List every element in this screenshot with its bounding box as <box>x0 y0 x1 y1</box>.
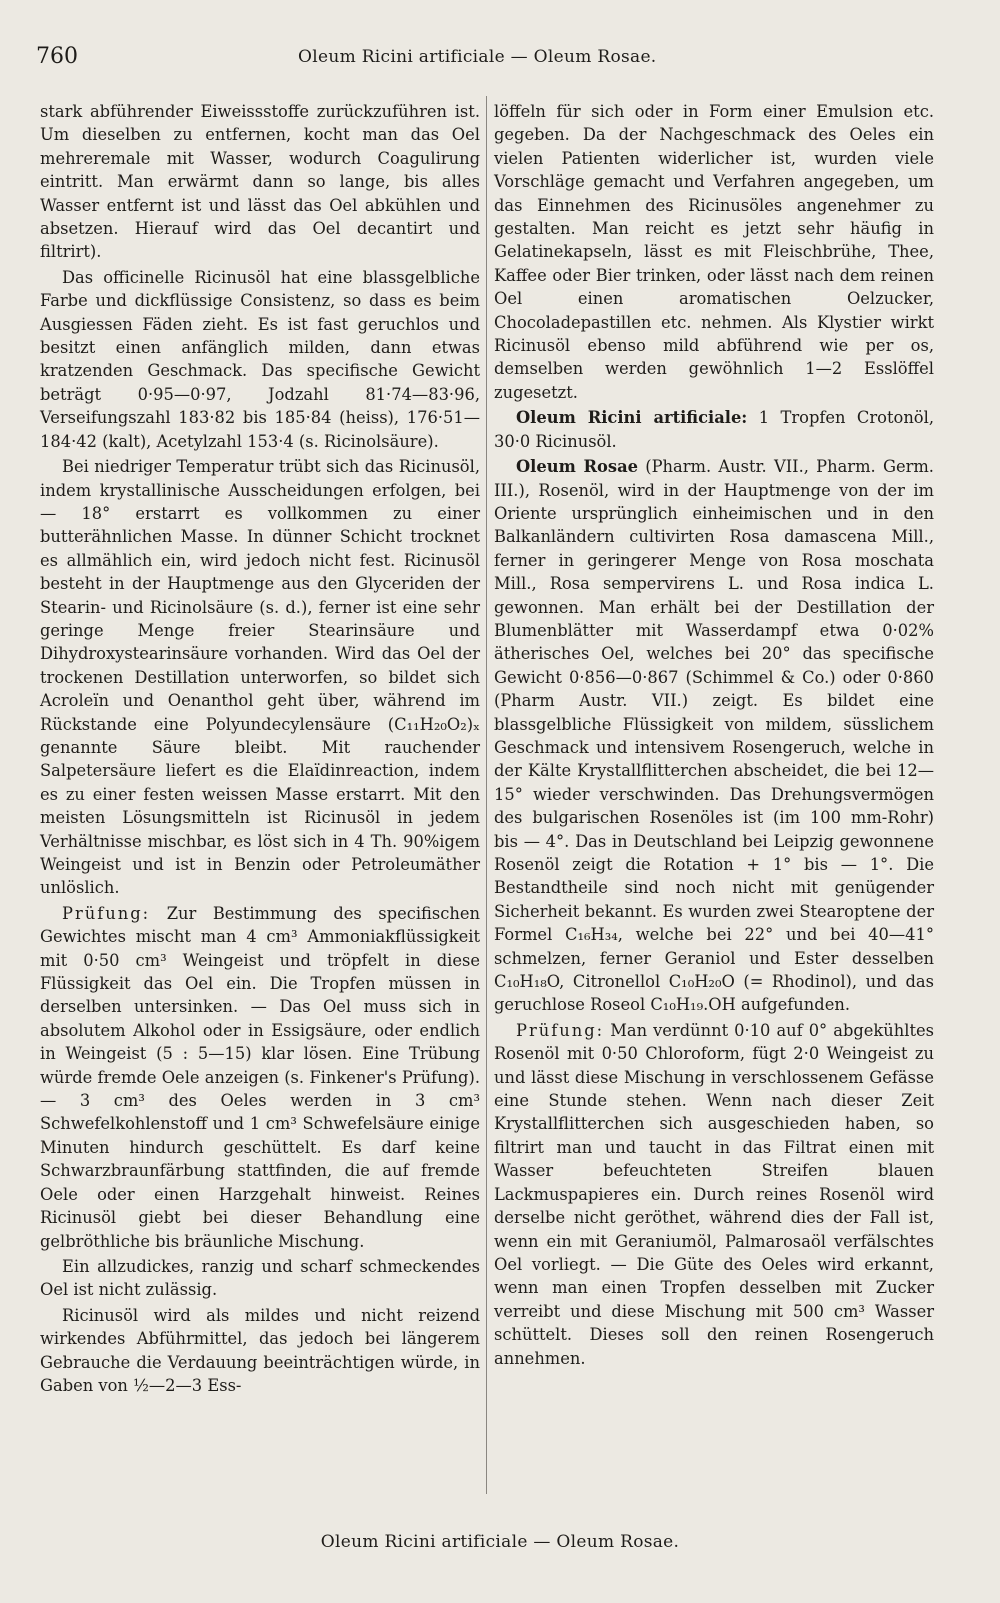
column-divider <box>486 96 487 1494</box>
left-column <box>40 100 480 1399</box>
right-column <box>494 100 934 1372</box>
entry-text: (Pharm. Austr. VII., Pharm. Germ. III.), Rosenöl, wird in der Hauptmenge von der im Oriente ursprünglich einheimischen und in den Balkanländern cultivirten Rosa damascena Mill., ferner in geringerer Menge von Rosa moschata Mill., Rosa sempervirens L. und Rosa indica L. gewonnen. Man erhält bei der Destillation der Blumenblätter mit Wasserdampf etwa 0·02% ätherisches Oel, welches bei 20° das specifische Gewicht 0·856—0·867 (Schimmel & Co.) oder 0·860 (Pharm Austr. VII.) zeigt. Es bildet eine blassgelbliche Flüssigkeit von mildem, süsslichem Geschmack und intensivem Rosengeruch, welche in der Kälte Krystallflitterchen abscheidet, die bei 12—15° wieder verschwinden. Das Drehungsvermögen des bulgarischen Rosenöles ist (im 100 mm-Rohr) bis — 4°. Das in Deutschland bei Leipzig gewonnene Rosenöl zeigt die Rotation + 1° bis — 1°. Die Bestandtheile sind noch nicht mit genügender Sicherheit bekannt. Es wurden zwei Stearoptene der Formel C₁₆H₃₄, welche bei 22° und bei 40—41° schmelzen, ferner Geraniol und Ester desselben C₁₀H₁₈O, Citronellol C₁₀H₂₀O (= Rhodinol), und das geruchlose Roseol C₁₀H₁₉.OH aufgefunden. <box>494 457 934 1015</box>
paragraph-pruefung-rosae <box>494 1019 934 1370</box>
pruefung-label: Prüfung: <box>516 1020 605 1040</box>
page-number: 760 <box>36 44 78 69</box>
page-footer: Oleum Ricini artificiale — Oleum Rosae. <box>320 1532 680 1552</box>
paragraph-continuation: stark abführender Eiweissstoffe zurückzuführen ist. Um dieselben zu entfernen, kocht man das Oel mehreremale mit Wasser, wodurch Coagulirung eintritt. Man erwärmt dann so lange, bis alles Wasser entfernt ist und lässt das Oel abkühlen und absetzen. Hierauf wird das Oel decantirt und filtrirt). <box>40 102 480 262</box>
paragraph-zulaessig: Ein allzudickes, ranzig und scharf schmeckendes Oel ist nicht zulässig. <box>40 1256 480 1300</box>
entry-text: 1 Tropfen Crotonöl, 30·0 Ricinusöl. <box>494 408 934 451</box>
entry-heading: Oleum Rosae <box>516 457 638 477</box>
entry-oleum-ricini-artificiale <box>494 406 934 453</box>
entry-heading: Oleum Ricini artificiale: <box>516 408 748 428</box>
paragraph-temperature: Bei niedriger Temperatur trübt sich das Ricinusöl, indem krystallinische Ausscheidungen erfolgen, bei — 18° erstarrt es vollkommen zu einer butterähnlichen Masse. In dünner Schicht trocknet es allmählich ein, wird jedoch nicht fest. Ricinusöl besteht in der Hauptmenge aus den Glyceriden der Stearin- und Ricinolsäure (s. d.), ferner ist eine sehr geringe Menge freier Stearinsäure und Dihydroxystearinsäure vorhanden. Wird das Oel der trockenen Destillation unterworfen, so bildet sich Acroleïn und Oenanthol geht über, während im Rückstande eine Polyundecylensäure (C₁₁H₂₀O₂)ₓ genannte Säure bleibt. Mit rauchender Salpetersäure liefert es die Elaïdinreaction, indem es zu einer festen weissen Masse erstarrt. Mit den meisten Lösungsmitteln ist Ricinusöl in jedem Verhältnisse mischbar, es löst sich in 4 Th. 90%igem Weingeist und ist in Benzin oder Petroleumäther unlöslich. <box>40 457 480 898</box>
pruefung-text: Zur Bestimmung des specifischen Gewichtes mischt man 4 cm³ Ammoniakflüssigkeit mit 0·50 cm³ Weingeist und tröpfelt in diese Flüssigkeit das Oel ein. Die Tropfen müssen in derselben untersinken. — Das Oel muss sich in absolutem Alkohol oder in Essigsäure, oder endlich in Weingeist (5 : 5—15) klar lösen. Eine Trübung würde fremde Oele anzeigen (s. Finkener's Prüfung). — 3 cm³ des Oeles werden in 3 cm³ Schwefelkohlenstoff und 1 cm³ Schwefelsäure einige Minuten hindurch geschüttelt. Es darf keine Schwarzbraunfärbung stattfinden, die auf fremde Oele oder einen Harzgehalt hinweist. Reines Ricinusöl giebt bei dieser Behandlung eine gelbröthliche bis bräunliche Mischung. <box>40 903 480 1251</box>
entry-oleum-rosae <box>494 455 934 1017</box>
running-title: Oleum Ricini artificiale — Oleum Rosae. <box>298 47 657 67</box>
paragraph-verwendung: Ricinusöl wird als mildes und nicht reizend wirkendes Abführmittel, das jedoch bei längerem Gebrauche die Verdauung beeinträchtigen würde, in Gaben von ½—2—3 Ess- <box>40 1305 480 1395</box>
paragraph-continuation-right: löffeln für sich oder in Form einer Emulsion etc. gegeben. Da der Nachgeschmack des Oeles ein vielen Patienten widerlicher ist, wurden viele Vorschläge gemacht und Verfahren angegeben, um das Einnehmen des Ricinusöles angenehmer zu gestalten. Man reicht es jetzt sehr häufig in Gelatinekapseln, lässt es mit Fleischbrühe, Thee, Kaffee oder Bier trinken, oder lässt nach dem reinen Oel einen aromatischen Oelzucker, Chocoladepastillen etc. nehmen. Als Klystier wirkt Ricinusöl ebenso mild abführend wie per os, demselben werden gewöhnlich 1—2 Esslöffel zugesetzt. <box>494 102 934 402</box>
paragraph-properties: Das officinelle Ricinusöl hat eine blassgelbliche Farbe und dickflüssige Consistenz, so dass es beim Ausgiessen Fäden zieht. Es ist fast geruchlos und besitzt einen anfänglich milden, dann etwas kratzenden Geschmack. Das specifische Gewicht beträgt 0·95—0·97, Jodzahl 81·74—83·96, Verseifungszahl 183·82 bis 185·84 (heiss), 176·51—184·42 (kalt), Acetylzahl 153·4 (s. Ricinolsäure). <box>40 267 480 451</box>
paragraph-pruefung <box>40 902 480 1253</box>
pruefung-text: Man verdünnt 0·10 auf 0° abgekühltes Rosenöl mit 0·50 Chloroform, fügt 2·0 Weingeist zu und lässt diese Mischung in verschlossenem Gefässe eine Stunde stehen. Wenn nach dieser Zeit Krystallflitterchen sich ausgeschieden haben, so filtrirt man und taucht in das Filtrat einen mit Wasser befeuchteten Streifen blauen Lackmuspapieres ein. Durch reines Rosenöl wird derselbe nicht geröthet, während dies der Fall ist, wenn ein mit Geraniumöl, Palmarosaöl verfälschtes Oel vorliegt. — Die Güte des Oeles wird erkannt, wenn man einen Tropfen desselben mit Zucker verreibt und diese Mischung mit 500 cm³ Wasser schüttelt. Dieses soll den reinen Rosengeruch annehmen. <box>494 1020 934 1368</box>
page-header <box>36 44 676 74</box>
pruefung-label: Prüfung: <box>62 903 151 923</box>
